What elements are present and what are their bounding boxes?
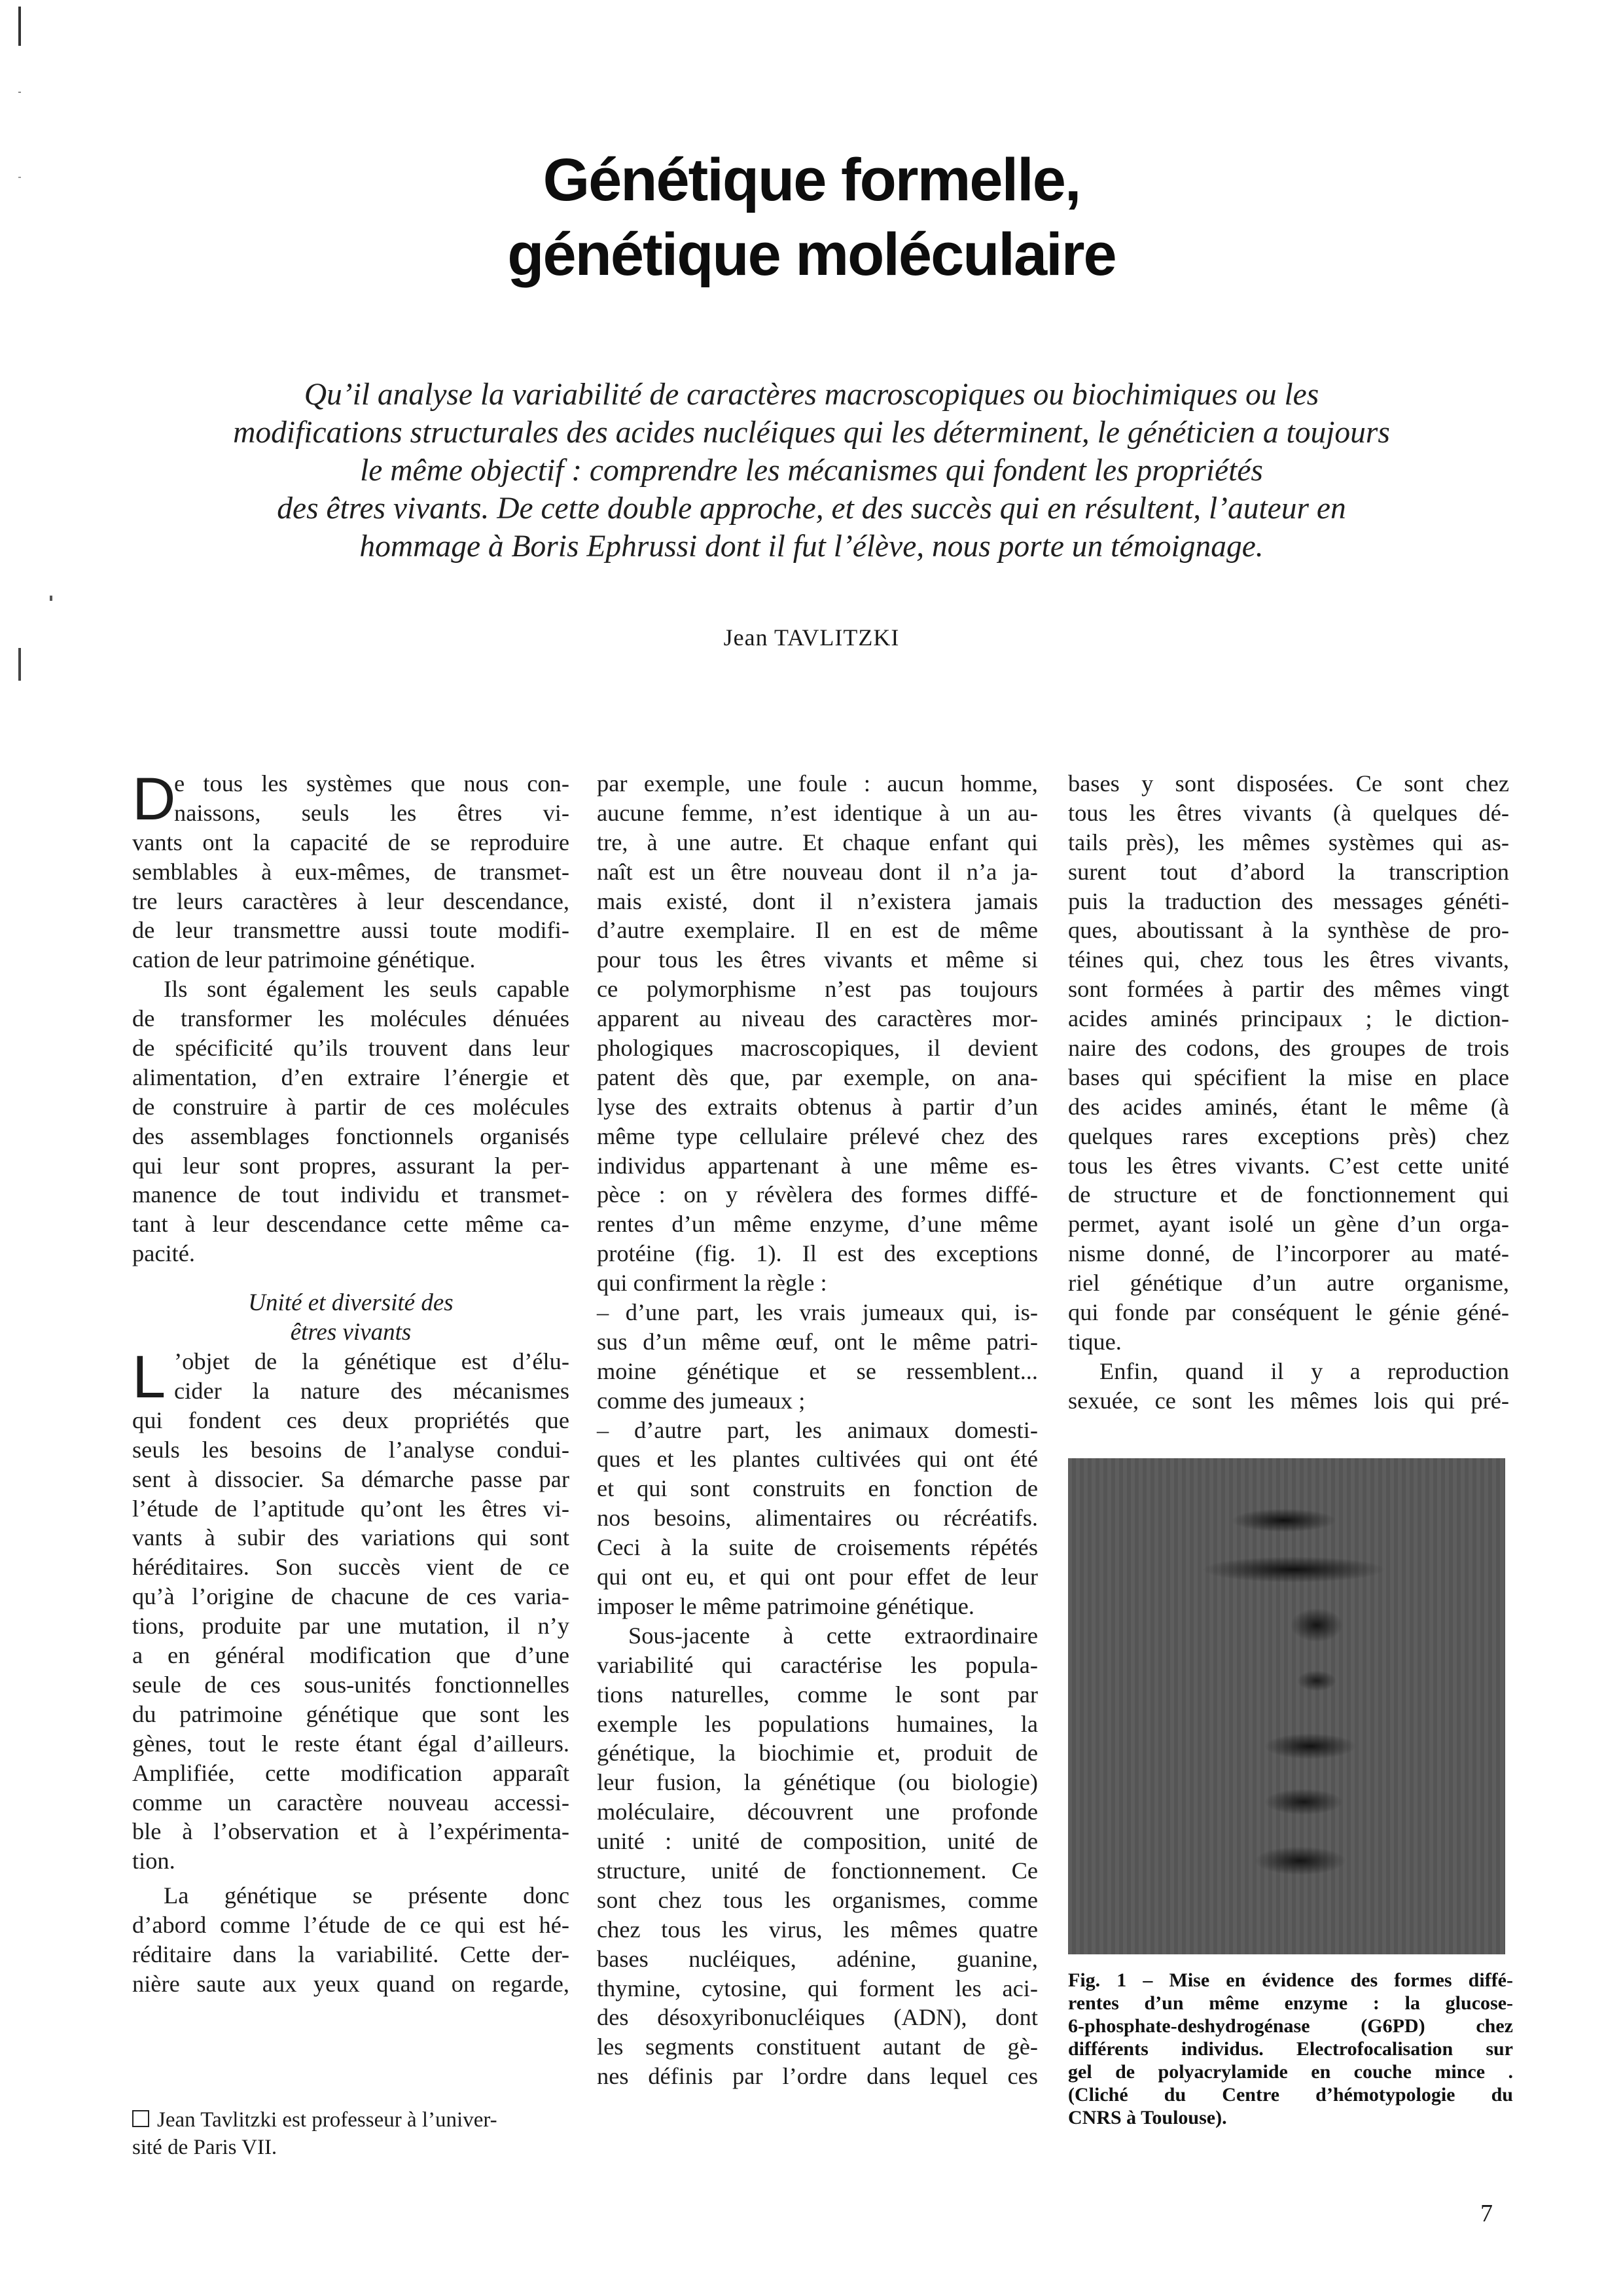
text-line: ’objet de la génétique est d’élu- bbox=[174, 1348, 569, 1375]
text-line: semblables à eux-mêmes, de transmet- bbox=[132, 858, 569, 885]
text-line: bases qui spécifient la mise en place bbox=[1068, 1064, 1509, 1090]
text-line: Sous-jacente à cette extraordinaire bbox=[628, 1622, 1038, 1649]
text-line: qu’à l’origine de chacune de ces varia- bbox=[132, 1583, 569, 1610]
caption-line: rentes d’un même enzyme : la glucose- bbox=[1068, 1992, 1513, 2014]
text-line: individus appartenant à une même es- bbox=[597, 1152, 1038, 1179]
text-line: naissons, seuls les êtres vi- bbox=[174, 799, 569, 826]
text-line: ques et les plantes cultivées qui ont été bbox=[597, 1446, 1038, 1473]
text-line: tion. bbox=[132, 1848, 175, 1874]
text-line: – d’une part, les vrais jumeaux qui, is- bbox=[597, 1299, 1038, 1326]
text-line: qui confirment la règle : bbox=[597, 1270, 827, 1297]
caption-line: différents individus. Electrofocalisation sur bbox=[1068, 2038, 1513, 2060]
text-line: variabilité qui caractérise les popula- bbox=[597, 1651, 1038, 1678]
note-line: Jean Tavlitzki est professeur à l’univer- bbox=[157, 2108, 497, 2132]
author-note bbox=[132, 2106, 581, 2161]
standfirst-line: des êtres vivants. De cette double approche, et des succès qui en résultent, l’auteur en bbox=[277, 492, 1346, 526]
text-line: ques, aboutissant à la synthèse de pro- bbox=[1068, 917, 1509, 944]
text-line: Ceci à la suite de croisements répétés bbox=[597, 1534, 1038, 1561]
author-byline: Jean TAVLITZKI bbox=[723, 624, 900, 651]
text-line: tique. bbox=[1068, 1328, 1122, 1355]
text-line: de spécificité qu’ils trouvent dans leur bbox=[132, 1035, 569, 1062]
text-line: imposer le même patrimoine génétique. bbox=[597, 1592, 975, 1619]
text-line: comme un caractère nouveau accessi- bbox=[132, 1789, 569, 1816]
title-line: génétique moléculaire bbox=[507, 221, 1116, 288]
text-line: moléculaire, découvrent une profonde bbox=[597, 1799, 1038, 1825]
text-line: de construire à partir de ces molécules bbox=[132, 1093, 569, 1120]
text-line: phologiques macroscopiques, il devient bbox=[597, 1035, 1038, 1062]
text-line: même type cellulaire prélevé chez des bbox=[597, 1122, 1038, 1149]
text-line: qui ont eu, et qui ont pour effet de leur bbox=[597, 1564, 1038, 1590]
note-line: sité de Paris VII. bbox=[132, 2136, 277, 2159]
text-line: nière saute aux yeux quand on regarde, bbox=[132, 1970, 569, 1997]
drop-cap: L bbox=[132, 1344, 166, 1411]
text-line: acides aminés principaux ; le diction- bbox=[1068, 1005, 1509, 1032]
text-line: manence de tout individu et transmet- bbox=[132, 1181, 569, 1208]
spacer bbox=[132, 1268, 569, 1288]
text-line: tions, produite par une mutation, il n’y bbox=[132, 1613, 569, 1640]
text-line: sont chez tous les organismes, comme bbox=[597, 1886, 1038, 1913]
text-line: comme des jumeaux ; bbox=[597, 1387, 806, 1414]
caption-line: CNRS à Toulouse). bbox=[1068, 2107, 1227, 2128]
text-line: ble à l’observation et à l’expérimenta- bbox=[132, 1818, 569, 1845]
text-line: nes définis par l’ordre dans lequel ces bbox=[597, 2063, 1038, 2090]
text-column-1 bbox=[132, 766, 569, 1999]
text-line: qui fondent ces deux propriétés que bbox=[132, 1407, 569, 1433]
text-line: de leur transmettre aussi toute modifi- bbox=[132, 917, 569, 944]
text-line: tre leurs caractères à leur descendance, bbox=[132, 888, 569, 914]
text-line: cation de leur patrimoine génétique. bbox=[132, 946, 476, 973]
caption-line: (Cliché du Centre d’hémotypologie du bbox=[1068, 2084, 1513, 2106]
text-line: vants ont la capacité de se reproduire bbox=[132, 829, 569, 855]
text-line: pacité. bbox=[132, 1240, 195, 1267]
text-line: tails près), les mêmes systèmes qui as- bbox=[1068, 829, 1509, 855]
text-line: patent dès que, par exemple, on ana- bbox=[597, 1064, 1038, 1090]
text-line: riel génétique d’un autre organisme, bbox=[1068, 1270, 1509, 1297]
scan-edge-mark bbox=[18, 7, 21, 681]
text-line: seule de ces sous-unités fonctionnelles bbox=[132, 1671, 569, 1698]
text-line: du patrimoine génétique que sont les bbox=[132, 1700, 569, 1727]
text-line: e tous les systèmes que nous con- bbox=[174, 770, 569, 797]
text-line: de structure et de fonctionnement qui bbox=[1068, 1181, 1509, 1208]
page-number: 7 bbox=[1480, 2200, 1493, 2227]
text-line: apparent au niveau des caractères mor- bbox=[597, 1005, 1038, 1032]
text-line: nisme donné, de l’incorporer au maté- bbox=[1068, 1240, 1509, 1267]
text-line: unité : unité de composition, unité de bbox=[597, 1828, 1038, 1855]
text-line: nos besoins, alimentaires ou récréatifs. bbox=[597, 1505, 1038, 1532]
text-line: vants à subir des variations qui sont bbox=[132, 1524, 569, 1551]
text-line: mais existé, dont il n’existera jamais bbox=[597, 888, 1038, 914]
text-line: sexuée, ce sont les mêmes lois qui pré- bbox=[1068, 1387, 1509, 1414]
text-column-2 bbox=[597, 769, 1038, 2091]
text-line: réditaire dans la variabilité. Cette der- bbox=[132, 1941, 569, 1967]
text-line: naît est un être nouveau dont il n’a ja- bbox=[597, 858, 1038, 885]
text-line: d’abord comme l’étude de ce qui est hé- bbox=[132, 1912, 569, 1939]
text-line: des acides aminés, étant le même (à bbox=[1068, 1093, 1509, 1120]
scan-speck bbox=[50, 596, 52, 601]
text-line: pèce : on y révèlera des formes diffé- bbox=[597, 1181, 1038, 1208]
text-line: a en général modification que d’une bbox=[132, 1642, 569, 1669]
text-line: La génétique se présente donc bbox=[164, 1882, 569, 1909]
text-line: qui leur sont propres, assurant la per- bbox=[132, 1152, 569, 1179]
text-line: permet, ayant isolé un gène d’un orga- bbox=[1068, 1211, 1509, 1238]
text-line: des désoxyribonucléiques (ADN), dont bbox=[597, 2004, 1038, 2031]
text-line: et qui sont construits en fonction de bbox=[597, 1475, 1038, 1502]
text-line: de transformer les molécules dénuées bbox=[132, 1005, 569, 1032]
text-line: surent tout d’abord la transcription bbox=[1068, 858, 1509, 885]
text-line: l’étude de l’aptitude qu’ont les êtres vi- bbox=[132, 1495, 569, 1522]
standfirst-line: modifications structurales des acides nucléiques qui les déterminent, le généticien a toujours bbox=[233, 416, 1390, 450]
figure-1-caption bbox=[1068, 1969, 1513, 2129]
text-line: sont formées à partir des mêmes vingt bbox=[1068, 976, 1509, 1003]
text-line: quelques rares exceptions près) chez bbox=[1068, 1122, 1509, 1149]
text-line: exemple les populations humaines, la bbox=[597, 1710, 1038, 1737]
text-line: tous les êtres vivants (à quelques dé- bbox=[1068, 799, 1509, 826]
text-line: thymine, cytosine, qui forment les aci- bbox=[597, 1975, 1038, 2001]
text-line: tous les êtres vivants. C’est cette unité bbox=[1068, 1152, 1509, 1179]
text-line: structure, unité de fonctionnement. Ce bbox=[597, 1857, 1038, 1884]
text-line: bases y sont disposées. Ce sont chez bbox=[1068, 770, 1509, 797]
section-subheading: êtres vivants bbox=[290, 1319, 412, 1346]
text-line: rentes d’un même enzyme, d’une même bbox=[597, 1211, 1038, 1238]
note-square-icon bbox=[132, 2110, 149, 2127]
text-line: ce polymorphisme n’est pas toujours bbox=[597, 976, 1038, 1003]
text-line: puis la traduction des messages généti- bbox=[1068, 888, 1509, 914]
text-line: seuls les besoins de l’analyse condui- bbox=[132, 1436, 569, 1463]
text-line: alimentation, d’en extraire l’énergie et bbox=[132, 1064, 569, 1090]
caption-line: 6-phosphate-deshydrogénase (G6PD) chez bbox=[1068, 2015, 1513, 2037]
text-line: les segments constituent autant de gè- bbox=[597, 2034, 1038, 2060]
caption-line: Fig. 1 – Mise en évidence des formes diffé- bbox=[1068, 1969, 1513, 1991]
text-line: pour tous les êtres vivants et même si bbox=[597, 946, 1038, 973]
text-line: chez tous les virus, les mêmes quatre bbox=[597, 1916, 1038, 1943]
caption-line: gel de polyacrylamide en couche mince . bbox=[1068, 2061, 1513, 2083]
text-line: protéine (fig. 1). Il est des exceptions bbox=[597, 1240, 1038, 1267]
text-line: aucune femme, n’est identique à un au- bbox=[597, 799, 1038, 826]
text-line: bases nucléiques, adénine, guanine, bbox=[597, 1945, 1038, 1972]
text-line: cider la nature des mécanismes bbox=[174, 1378, 569, 1405]
text-line: tre, à une autre. Et chaque enfant qui bbox=[597, 829, 1038, 855]
standfirst-line: le même objectif : comprendre les mécanismes qui fondent les propriétés bbox=[360, 454, 1263, 488]
text-line: gènes, tout le reste étant égal d’ailleurs. bbox=[132, 1730, 569, 1757]
text-line: leur fusion, la génétique (ou biologie) bbox=[597, 1769, 1038, 1796]
text-line: Ils sont également les seuls capable bbox=[164, 976, 569, 1003]
text-line: sus d’un même œuf, ont le même patri- bbox=[597, 1328, 1038, 1355]
text-line: par exemple, une foule : aucun homme, bbox=[597, 770, 1038, 797]
figure-1-electrophoresis-gel-image bbox=[1068, 1458, 1505, 1954]
text-line: sent à dissocier. Sa démarche passe par bbox=[132, 1465, 569, 1492]
section-subheading: Unité et diversité des bbox=[248, 1289, 454, 1317]
standfirst-line: hommage à Boris Ephrussi dont il fut l’élève, nous porte un témoignage. bbox=[359, 529, 1264, 564]
text-line: naire des codons, des groupes de trois bbox=[1068, 1035, 1509, 1062]
paragraph bbox=[132, 1344, 569, 1876]
text-line: d’autre exemplaire. Il en est de même bbox=[597, 917, 1038, 944]
article-title bbox=[0, 143, 1623, 292]
drop-cap: D bbox=[132, 766, 176, 833]
text-line: – d’autre part, les animaux domesti- bbox=[597, 1416, 1038, 1443]
standfirst-line: Qu’il analyse la variabilité de caractères macroscopiques ou biochimiques ou les bbox=[304, 378, 1319, 412]
text-line: des assemblages fonctionnels organisés bbox=[132, 1122, 569, 1149]
text-line: moine génétique et se ressemblent... bbox=[597, 1357, 1038, 1384]
text-line: tions naturelles, comme le sont par bbox=[597, 1681, 1038, 1708]
text-line: qui fonde par conséquent le génie géné- bbox=[1068, 1299, 1509, 1326]
text-line: héréditaires. Son succès vient de ce bbox=[132, 1554, 569, 1581]
standfirst bbox=[118, 376, 1505, 565]
text-column-3 bbox=[1068, 769, 1509, 1416]
text-line: Amplifiée, cette modification apparaît bbox=[132, 1759, 569, 1786]
paragraph bbox=[132, 1881, 569, 1999]
text-line: tant à leur descendance cette même ca- bbox=[132, 1211, 569, 1238]
text-line: génétique, la biochimie et, produit de bbox=[597, 1740, 1038, 1767]
text-line: téines qui, chez tous les êtres vivants, bbox=[1068, 946, 1509, 973]
text-line: Enfin, quand il y a reproduction bbox=[1099, 1357, 1509, 1384]
title-line: Génétique formelle, bbox=[543, 147, 1080, 213]
text-line: lyse des extraits obtenus à partir d’un bbox=[597, 1093, 1038, 1120]
